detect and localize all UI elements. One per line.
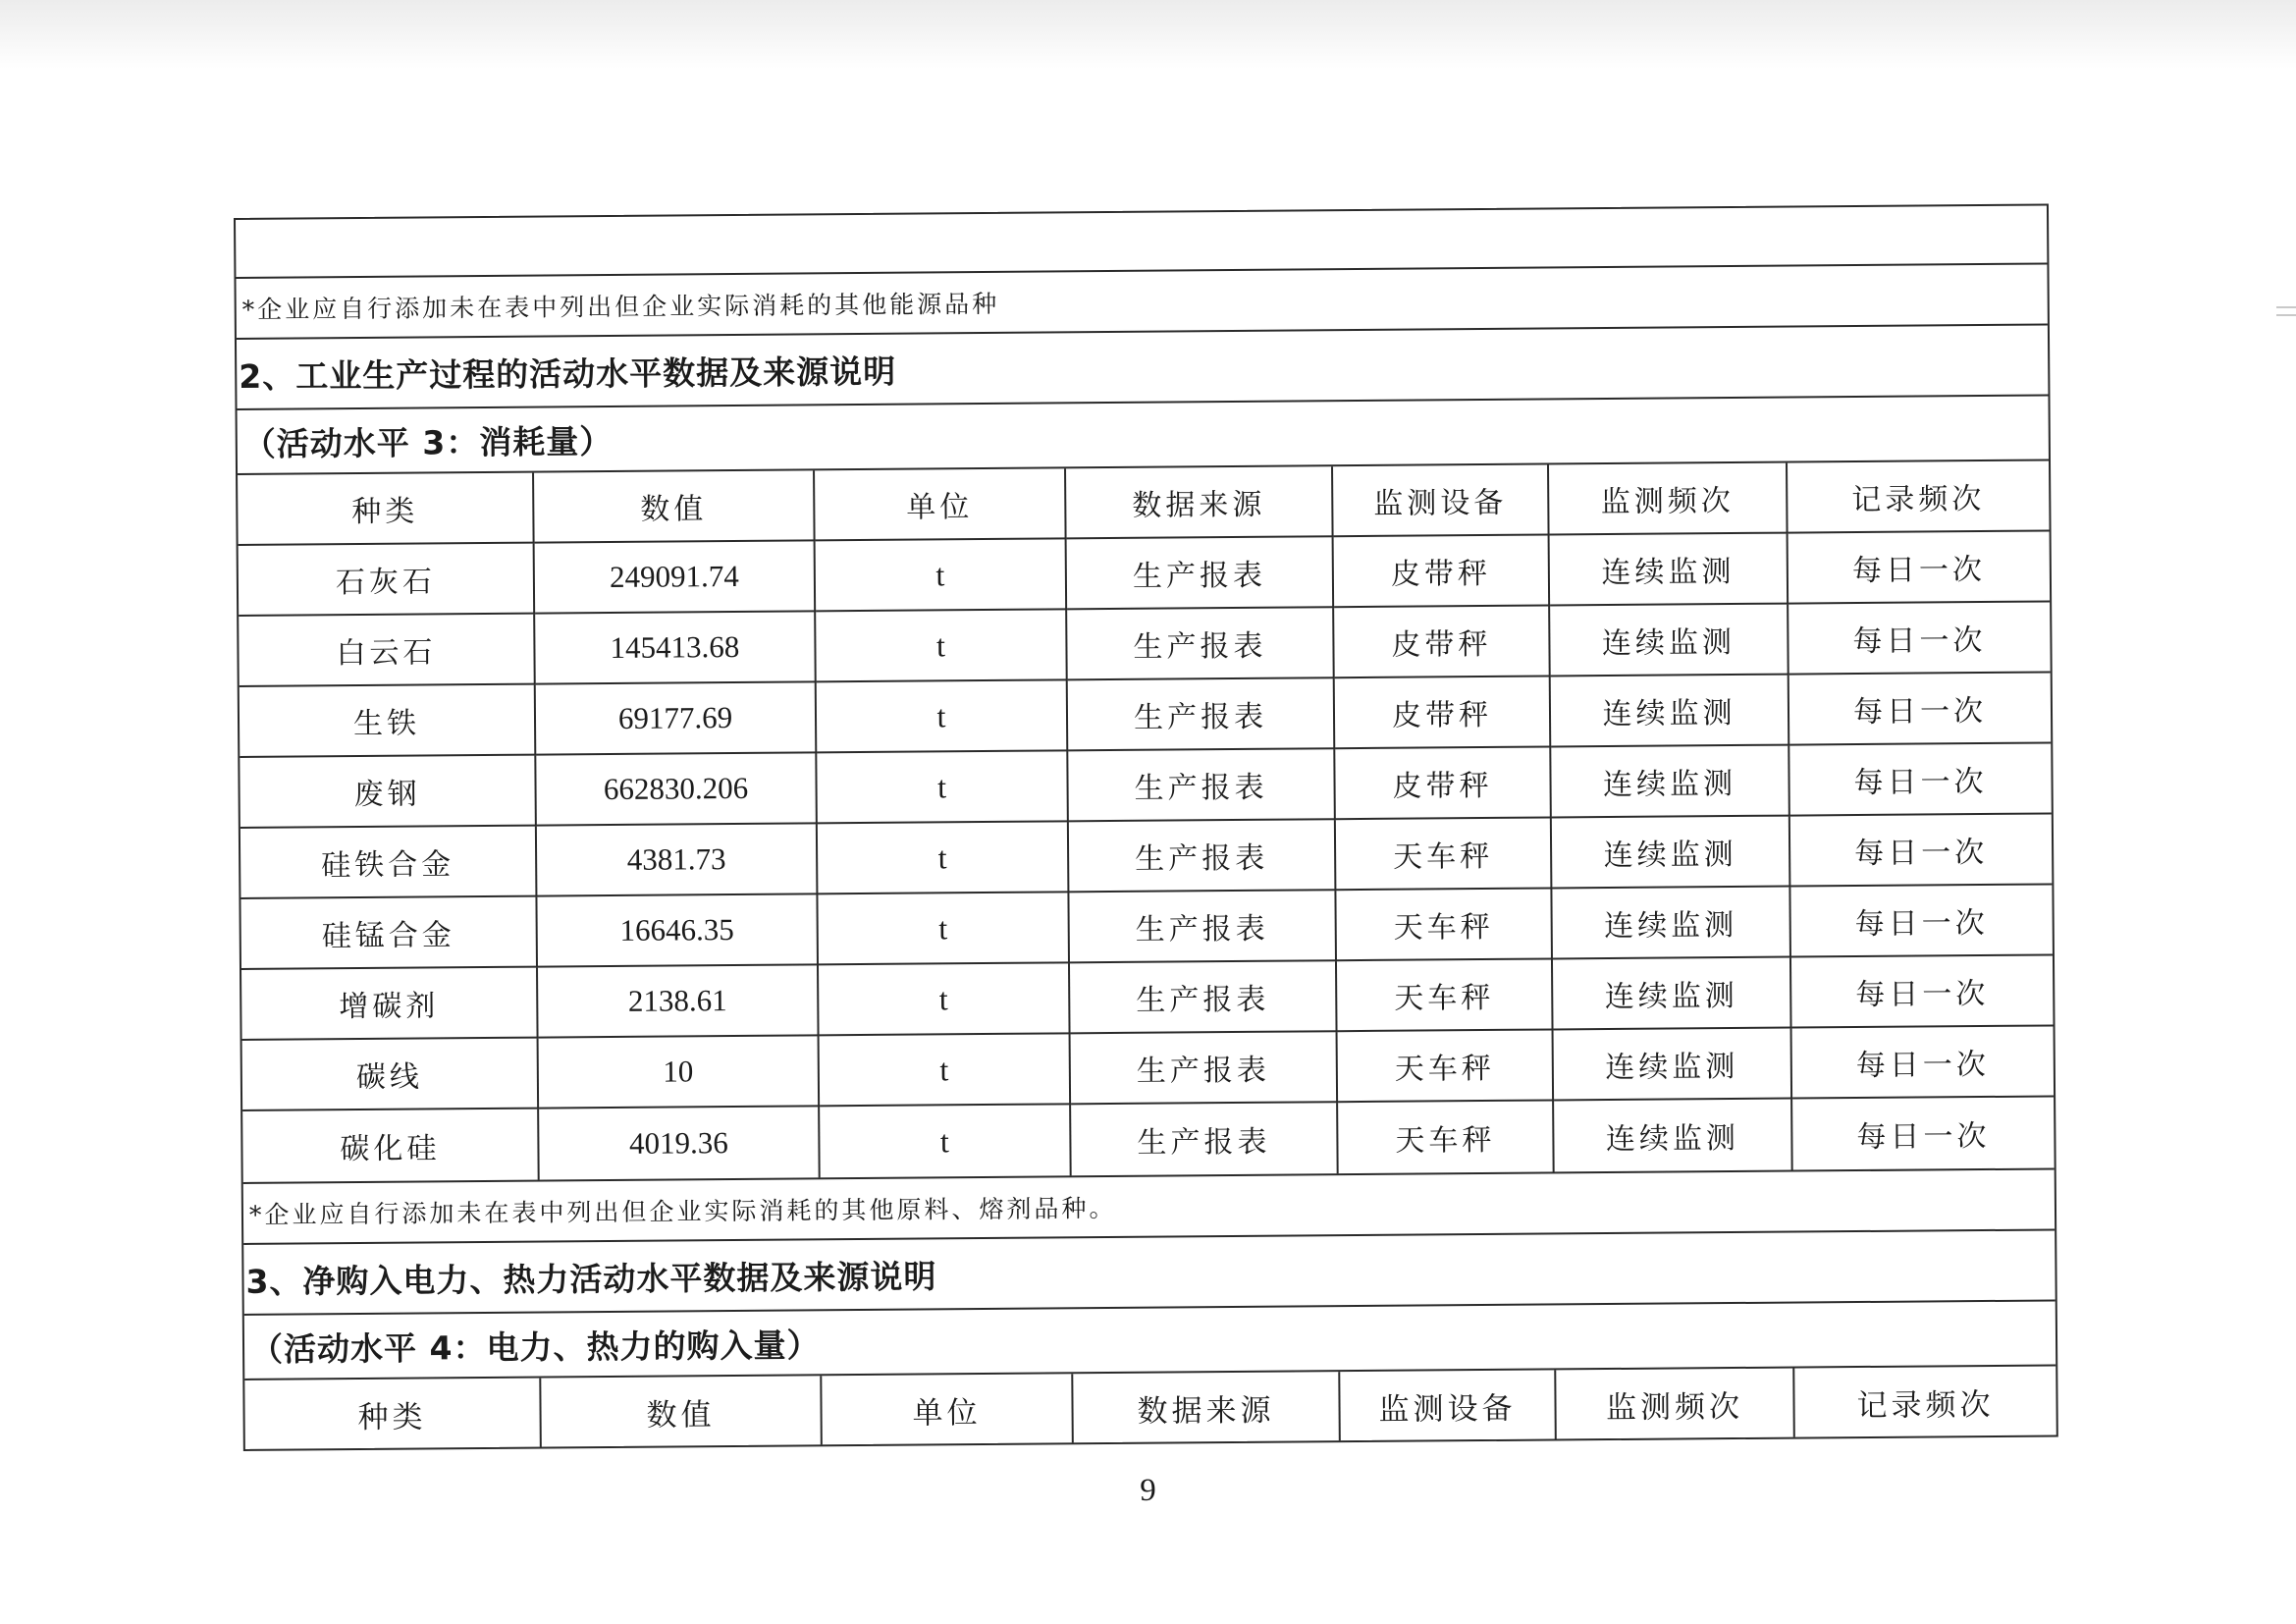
table-cell-record-frequency: 每日一次	[1789, 531, 2051, 604]
table-cell-value: 249091.74	[535, 541, 817, 614]
table-cell-source: 生产报表	[1068, 749, 1336, 822]
table-cell-source: 生产报表	[1071, 1103, 1339, 1175]
table-header-cell: 监测频次	[1556, 1369, 1795, 1439]
page-number: 9	[1140, 1473, 1156, 1508]
table-header-cell: 监测设备	[1340, 1370, 1557, 1440]
table-cell-source: 生产报表	[1068, 678, 1336, 751]
table-cell-monitor-frequency: 连续监测	[1551, 746, 1790, 819]
table-cell-unit: t	[819, 963, 1071, 1036]
energy-note: *企业应自行添加未在表中列出但企业实际消耗的其他能源品种	[236, 264, 2047, 339]
table-cell-record-frequency: 每日一次	[1789, 743, 2052, 816]
section-3-title: 3、净购入电力、热力活动水平数据及来源说明	[243, 1230, 2056, 1315]
table-cell-unit: t	[820, 1105, 1072, 1177]
consumption-table	[238, 460, 2055, 1183]
table-cell-unit: t	[817, 751, 1069, 824]
table-cell-unit: t	[818, 822, 1070, 894]
table-cell-record-frequency: 每日一次	[1789, 602, 2051, 675]
table-cell-record-frequency: 每日一次	[1789, 673, 2052, 745]
table-cell-material: 废钢	[240, 756, 537, 829]
table-cell-device: 天车秤	[1337, 959, 1554, 1032]
materials-note: *企业应自行添加未在表中列出但企业实际消耗的其他原料、熔剂品种。	[243, 1169, 2055, 1244]
table-cell-material: 增碳剂	[241, 968, 539, 1041]
table-cell-value: 4381.73	[537, 824, 819, 896]
table-cell-material: 硅铁合金	[240, 827, 538, 899]
purchase-table-header	[244, 1366, 2056, 1448]
table-cell-unit: t	[816, 610, 1068, 682]
table-cell-monitor-frequency: 连续监测	[1554, 1100, 1793, 1172]
table-cell-material: 碳线	[242, 1039, 540, 1111]
table-header-cell: 监测频次	[1549, 463, 1789, 536]
table-header-cell: 种类	[238, 473, 535, 546]
table-header-cell: 单位	[822, 1374, 1074, 1444]
table-cell-source: 生产报表	[1070, 961, 1338, 1034]
table-header-cell: 单位	[815, 468, 1067, 541]
table-cell-monitor-frequency: 连续监测	[1550, 534, 1789, 607]
table-cell-unit: t	[820, 1034, 1072, 1107]
table-cell-device: 天车秤	[1336, 889, 1553, 961]
margin-mark	[2276, 306, 2296, 308]
table-cell-monitor-frequency: 连续监测	[1551, 676, 1790, 748]
margin-mark	[2276, 314, 2296, 316]
table-cell-material: 白云石	[239, 615, 536, 687]
table-cell-unit: t	[816, 539, 1068, 612]
section-2-title: 2、工业生产过程的活动水平数据及来源说明	[237, 325, 2049, 409]
table-cell-unit: t	[817, 680, 1069, 753]
table-cell-unit: t	[818, 893, 1070, 965]
table-header-cell: 数值	[541, 1376, 823, 1446]
table-cell-monitor-frequency: 连续监测	[1553, 958, 1792, 1031]
table-header-cell: 数值	[534, 470, 816, 543]
table-cell-record-frequency: 每日一次	[1791, 955, 2054, 1028]
table-header-cell: 记录频次	[1788, 460, 2050, 533]
table-cell-value: 4019.36	[539, 1107, 821, 1179]
table-cell-device: 天车秤	[1336, 818, 1553, 891]
table-header-cell: 监测设备	[1333, 464, 1550, 537]
table-cell-monitor-frequency: 连续监测	[1550, 605, 1789, 677]
scan-shadow-edge	[0, 0, 2296, 69]
table-cell-source: 生产报表	[1067, 608, 1335, 680]
table-cell-record-frequency: 每日一次	[1790, 885, 2053, 957]
table-cell-monitor-frequency: 连续监测	[1552, 888, 1791, 960]
table-cell-value: 662830.206	[536, 753, 818, 826]
table-cell-device: 皮带秤	[1334, 606, 1551, 678]
table-cell-record-frequency: 每日一次	[1856, 1118, 1991, 1156]
table-header-cell: 数据来源	[1066, 466, 1334, 539]
table-cell-value: 2138.61	[538, 965, 820, 1038]
table-cell-record-frequency: 每日一次	[1790, 814, 2053, 887]
table-header-cell: 记录频次	[1856, 1386, 1995, 1424]
table-cell-device: 天车秤	[1338, 1101, 1555, 1173]
report-table-sheet	[234, 203, 2058, 1450]
table-cell-value: 10	[539, 1036, 821, 1109]
table-cell-source: 生产报表	[1069, 820, 1337, 893]
activity-level-3-title: （活动水平 3：消耗量）	[238, 396, 2049, 474]
table-cell-value: 145413.68	[535, 612, 817, 684]
table-cell-monitor-frequency: 连续监测	[1554, 1029, 1793, 1102]
table-cell-device: 皮带秤	[1335, 677, 1552, 749]
table-cell-source: 生产报表	[1067, 537, 1335, 610]
table-cell-material: 石灰石	[239, 544, 536, 617]
table-cell-device: 皮带秤	[1335, 747, 1552, 820]
table-cell-material: 碳化硅	[242, 1110, 540, 1182]
table-cell-source: 生产报表	[1071, 1032, 1339, 1105]
table-header-cell: 数据来源	[1073, 1372, 1341, 1442]
table-cell-record-frequency: 每日一次	[1792, 1026, 2055, 1099]
table-cell-value: 69177.69	[536, 682, 818, 755]
table-cell-material: 硅锰合金	[240, 897, 538, 970]
table-cell-monitor-frequency: 连续监测	[1552, 817, 1791, 890]
table-cell-device: 天车秤	[1338, 1030, 1555, 1103]
table-cell-value: 16646.35	[537, 894, 819, 967]
table-cell-source: 生产报表	[1069, 891, 1337, 963]
table-header-cell: 种类	[244, 1379, 542, 1449]
table-cell-device: 皮带秤	[1334, 535, 1551, 608]
table-cell-material: 生铁	[240, 685, 537, 758]
activity-level-4-title: （活动水平 4：电力、热力的购入量）	[244, 1301, 2056, 1380]
